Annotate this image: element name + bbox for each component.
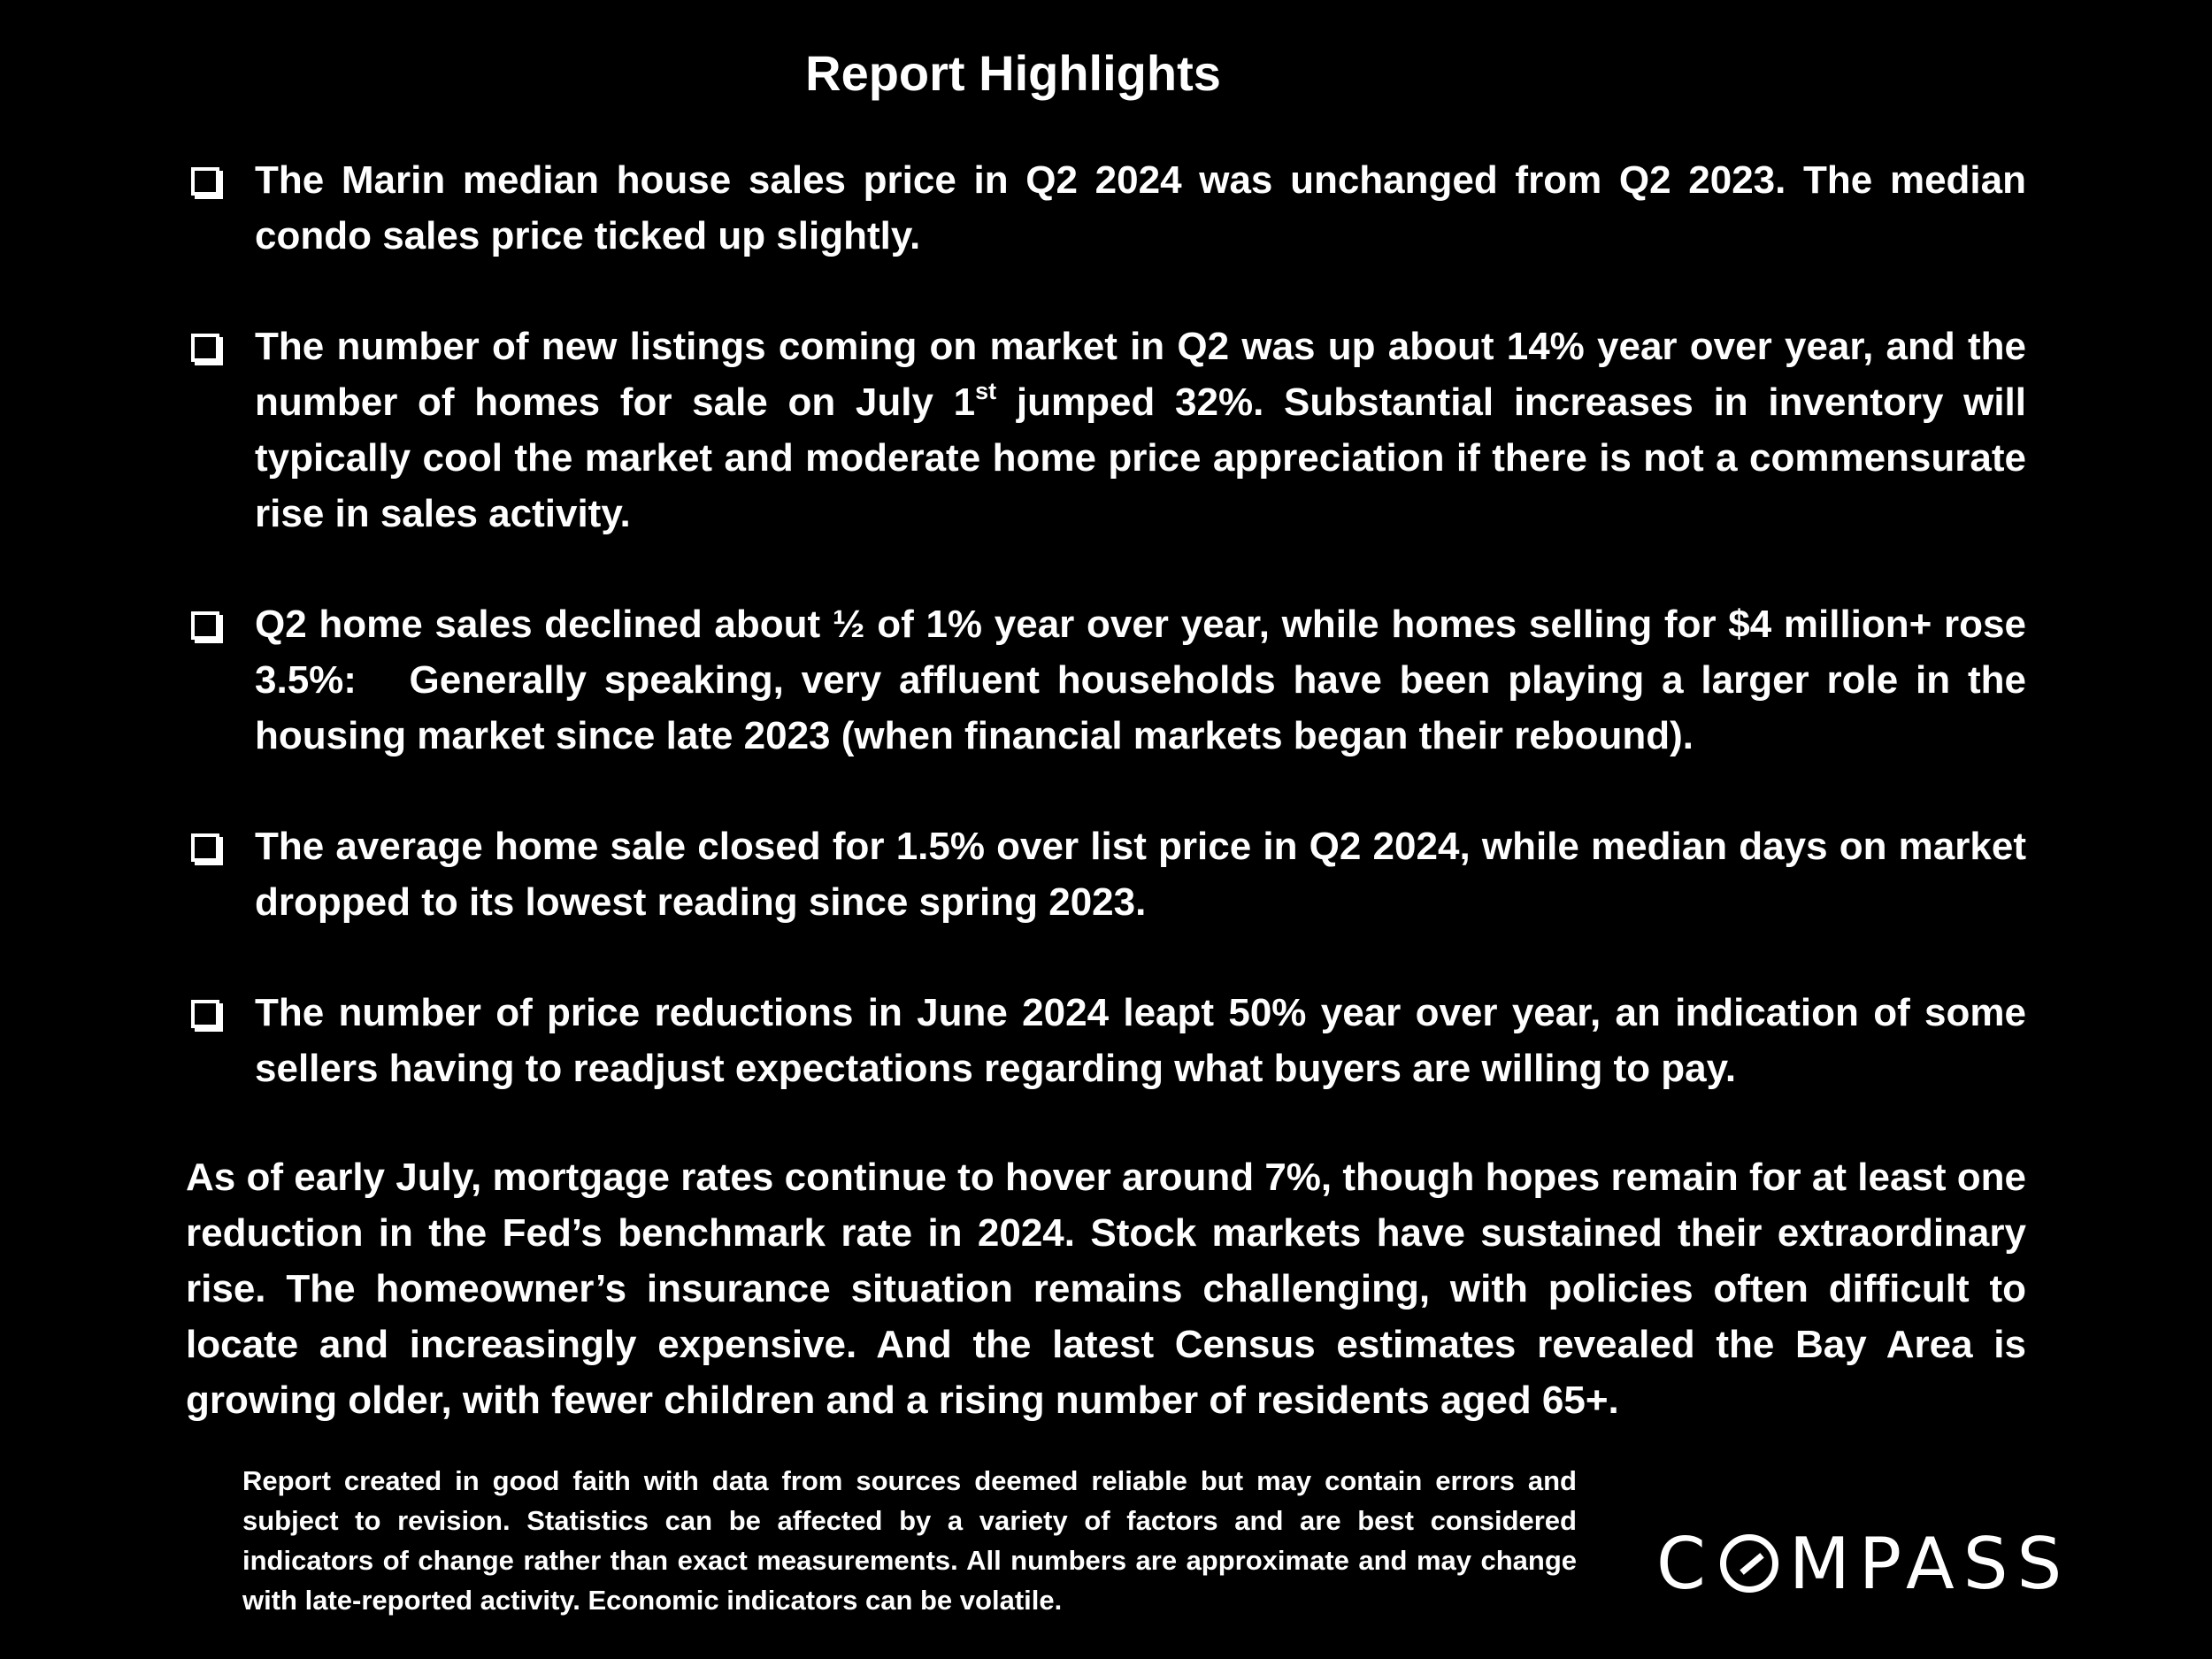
highlights-list [186, 152, 2038, 1151]
highlight-text: The number of price reductions in June 2024 leapt 50% year over year, an indication of some sellers having to readjust expectations regarding what buyers are willing to pay. [255, 991, 2026, 1090]
highlight-text: Q2 home sales declined about ½ of 1% year over year, while homes selling for $4 million+ rose 3.5%: Generally speaking, very affluent households have been playing a larger role in the housing market since late 2023 (when financial markets began their rebound). [255, 603, 2038, 757]
summary-paragraph: As of early July, mortgage rates continue to hover around 7%, though hopes remain for at least one reduction in the Fed’s benchmark rate in 2024. Stock markets have sustained their extraordinary rise. The homeowner’s insurance situation remains challenging, with policies often difficult to locate and increasingly expensive. And the latest Census estimates revealed the Bay Area is growing older, with fewer children and a rising number of residents aged 65+. [186, 1156, 2026, 1422]
compass-o-icon [1720, 1534, 1778, 1593]
highlight-item-1 [186, 152, 2026, 264]
checkbox-bullet-icon [191, 833, 219, 862]
highlight-text: The average home sale closed for 1.5% over list price in Q2 2024, while median days on market dropped to its lowest reading since spring 2023. [255, 825, 2026, 924]
checkbox-bullet-icon [191, 611, 219, 640]
checkbox-bullet-icon [191, 334, 219, 362]
highlight-text: The Marin median house sales price in Q2 2024 was unchanged from Q2 2023. The median condo sales price ticked up slightly. [255, 158, 2026, 257]
logo-text-prefix: C [1656, 1522, 1715, 1605]
compass-logo [1656, 1522, 2124, 1605]
disclaimer-text: Report created in good faith with data from sources deemed reliable but may contain errors and subject to revision. Statistics can be affected by a variety of factors and are best considered indicators of change rather than exact measurements. All numbers are approximate and may change with late-reported activity. Economic indicators can be volatile. [242, 1465, 1577, 1616]
highlight-text-part-2: jumped 32%. Substantial increases in inventory will typically cool the market and moderate home price appreciation if there is not a commensurate rise in sales activity. [255, 380, 2027, 535]
ordinal-suffix: st [975, 378, 997, 404]
highlight-text-part-1: The number of new listings coming on market in Q2 was up about 14% year over year, and the number of homes for sale on July 1 [255, 325, 2026, 424]
checkbox-bullet-icon [191, 1000, 219, 1028]
highlight-item-3 [186, 596, 2038, 764]
checkbox-bullet-icon [191, 167, 219, 196]
highlight-item-5 [186, 985, 2026, 1096]
logo-text-suffix: MPASS [1788, 1522, 2071, 1605]
highlight-item-4 [186, 818, 2026, 930]
page-title: Report Highlights [805, 45, 1221, 101]
highlight-item-2 [186, 319, 2026, 541]
